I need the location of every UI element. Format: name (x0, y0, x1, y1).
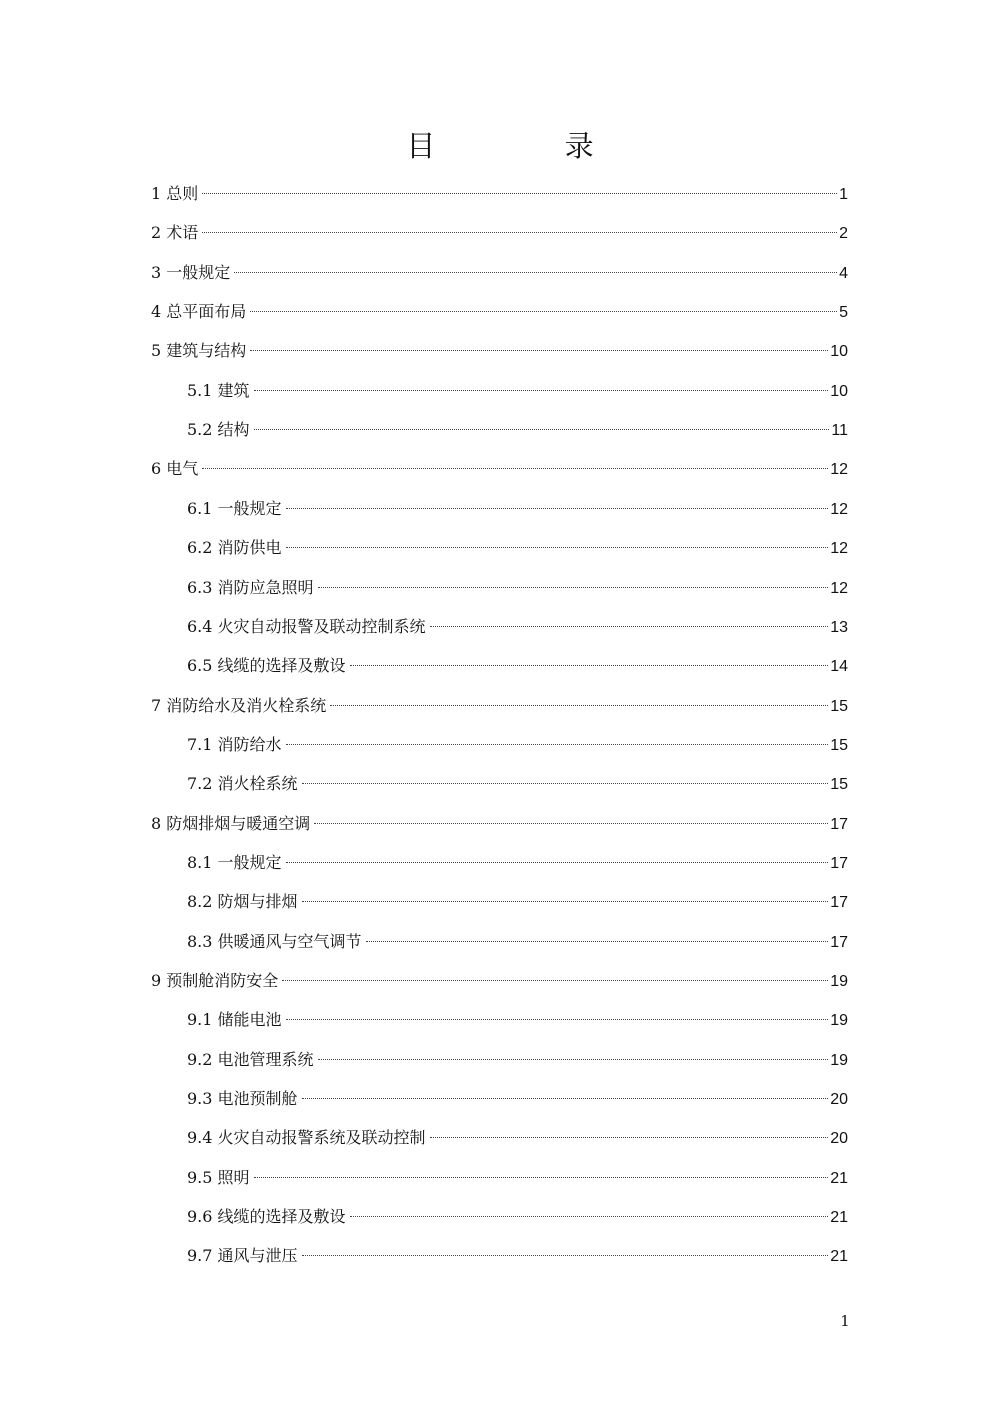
toc-entry-label: 6.3 消防应急照明 (187, 578, 314, 597)
toc-entry-page: 21 (830, 1170, 848, 1187)
toc-dot-leader (302, 783, 829, 784)
toc-dot-leader (202, 232, 837, 233)
toc-entry-page: 17 (830, 894, 848, 911)
toc-entry-label: 6.1 一般规定 (187, 499, 282, 518)
toc-entry-page: 13 (830, 619, 848, 636)
toc-entry-page: 12 (830, 461, 848, 478)
toc-entry[interactable] (151, 812, 848, 836)
toc-entry-label: 7.2 消火栓系统 (187, 774, 298, 793)
toc-entry[interactable] (187, 615, 848, 639)
toc-entry-label: 7.1 消防给水 (187, 735, 282, 754)
toc-dot-leader (254, 429, 830, 430)
toc-entry-label: 9.7 通风与泄压 (187, 1246, 298, 1265)
toc-entry[interactable] (151, 221, 848, 245)
toc-dot-leader (330, 705, 828, 706)
toc-dot-leader (366, 941, 829, 942)
toc-entry[interactable] (187, 536, 848, 560)
toc-entry[interactable] (187, 379, 848, 403)
toc-entry-label: 9.6 线缆的选择及敷设 (187, 1207, 346, 1226)
toc-entry[interactable] (151, 457, 848, 481)
toc-entry-label: 8.3 供暖通风与空气调节 (187, 932, 362, 951)
toc-entry[interactable] (151, 339, 848, 363)
toc-entry-page: 17 (830, 816, 848, 833)
toc-entry-label: 4 总平面布局 (151, 302, 247, 321)
toc-dot-leader (286, 508, 829, 509)
toc-entry-label: 8.1 一般规定 (187, 853, 282, 872)
toc-entry-page: 2 (839, 225, 848, 242)
toc-entry-label: 1 总则 (151, 184, 199, 203)
toc-entry-page: 20 (830, 1091, 848, 1108)
toc-entry-label: 6.4 火灾自动报警及联动控制系统 (187, 617, 426, 636)
toc-entry[interactable] (187, 1205, 848, 1229)
toc-entry[interactable] (187, 1048, 848, 1072)
toc-entry-page: 12 (830, 501, 848, 518)
toc-entry-page: 12 (830, 580, 848, 597)
toc-entry-label: 5.2 结构 (187, 420, 250, 439)
toc-entry[interactable] (151, 261, 848, 285)
toc-dot-leader (286, 744, 829, 745)
toc-entry-label: 9.5 照明 (187, 1168, 250, 1187)
toc-entry[interactable] (151, 694, 848, 718)
toc-dot-leader (302, 1098, 829, 1099)
toc-entry-page: 1 (839, 186, 848, 203)
toc-dot-leader (282, 980, 828, 981)
toc-entry[interactable] (151, 969, 848, 993)
toc-entry-page: 17 (830, 934, 848, 951)
toc-entry-label: 3 一般规定 (151, 263, 231, 282)
toc-dot-leader (286, 547, 829, 548)
toc-dot-leader (254, 1177, 829, 1178)
toc-entry[interactable] (187, 654, 848, 678)
toc-dot-leader (318, 1059, 829, 1060)
toc-entry[interactable] (187, 1244, 848, 1268)
toc-entry[interactable] (151, 182, 848, 206)
toc-dot-leader (350, 665, 829, 666)
toc-entry[interactable] (187, 772, 848, 796)
toc-dot-leader (286, 862, 829, 863)
toc-entry-page: 20 (830, 1130, 848, 1147)
toc-entry-label: 7 消防给水及消火栓系统 (151, 696, 327, 715)
toc-entry[interactable] (187, 1166, 848, 1190)
toc-dot-leader (250, 311, 837, 312)
toc-entry-page: 5 (839, 304, 848, 321)
page-title: 目 录 (406, 129, 654, 163)
toc-entry-page: 12 (830, 540, 848, 557)
toc-entry-label: 2 术语 (151, 223, 199, 242)
toc-dot-leader (350, 1216, 829, 1217)
toc-entry-page: 19 (830, 1012, 848, 1029)
toc-entry[interactable] (187, 418, 848, 442)
toc-dot-leader (202, 193, 837, 194)
toc-entry-page: 21 (830, 1209, 848, 1226)
toc-dot-leader (250, 350, 828, 351)
toc-dot-leader (302, 1255, 829, 1256)
toc-dot-leader (286, 1019, 829, 1020)
toc-dot-leader (314, 823, 828, 824)
toc-dot-leader (254, 390, 829, 391)
page-number: 1 (840, 1312, 850, 1330)
toc-entry-label: 8.2 防烟与排烟 (187, 892, 298, 911)
toc-entry-label: 9.4 火灾自动报警系统及联动控制 (187, 1128, 426, 1147)
toc-entry-label: 5.1 建筑 (187, 381, 250, 400)
toc-entry[interactable] (187, 733, 848, 757)
toc-entry[interactable] (187, 930, 848, 954)
toc-entry-label: 8 防烟排烟与暖通空调 (151, 814, 311, 833)
toc-dot-leader (318, 587, 829, 588)
toc-entry-page: 11 (831, 422, 848, 439)
toc-entry-page: 4 (839, 265, 848, 282)
toc-dot-leader (234, 272, 837, 273)
toc-dot-leader (430, 626, 829, 627)
toc-entry-page: 15 (830, 776, 848, 793)
toc-entry-page: 21 (830, 1248, 848, 1265)
toc-entry-page: 19 (830, 1052, 848, 1069)
toc-entry[interactable] (187, 576, 848, 600)
toc-entry-page: 15 (830, 698, 848, 715)
toc-entry-page: 15 (830, 737, 848, 754)
toc-entry-page: 14 (830, 658, 848, 675)
toc-entry-label: 6.5 线缆的选择及敷设 (187, 656, 346, 675)
toc-entry[interactable] (151, 300, 848, 324)
toc-entry-label: 9.3 电池预制舱 (187, 1089, 298, 1108)
toc-entry[interactable] (187, 497, 848, 521)
toc-entry-label: 6 电气 (151, 459, 199, 478)
toc-entry-label: 9.2 电池管理系统 (187, 1050, 314, 1069)
toc-entry-label: 6.2 消防供电 (187, 538, 282, 557)
toc-entry-page: 17 (830, 855, 848, 872)
toc-entry-label: 9 预制舱消防安全 (151, 971, 279, 990)
toc-dot-leader (430, 1137, 829, 1138)
toc-entry-label: 5 建筑与结构 (151, 341, 247, 360)
toc-entry[interactable] (187, 1087, 848, 1111)
toc-entry-page: 19 (830, 973, 848, 990)
toc-entry[interactable] (187, 851, 848, 875)
toc-entry-page: 10 (830, 383, 848, 400)
toc-dot-leader (202, 468, 828, 469)
toc-entry-label: 9.1 储能电池 (187, 1010, 282, 1029)
toc-entry[interactable] (187, 890, 848, 914)
toc-entry-page: 10 (830, 343, 848, 360)
toc-dot-leader (302, 901, 829, 902)
toc-entry[interactable] (187, 1008, 848, 1032)
toc-entry[interactable] (187, 1126, 848, 1150)
